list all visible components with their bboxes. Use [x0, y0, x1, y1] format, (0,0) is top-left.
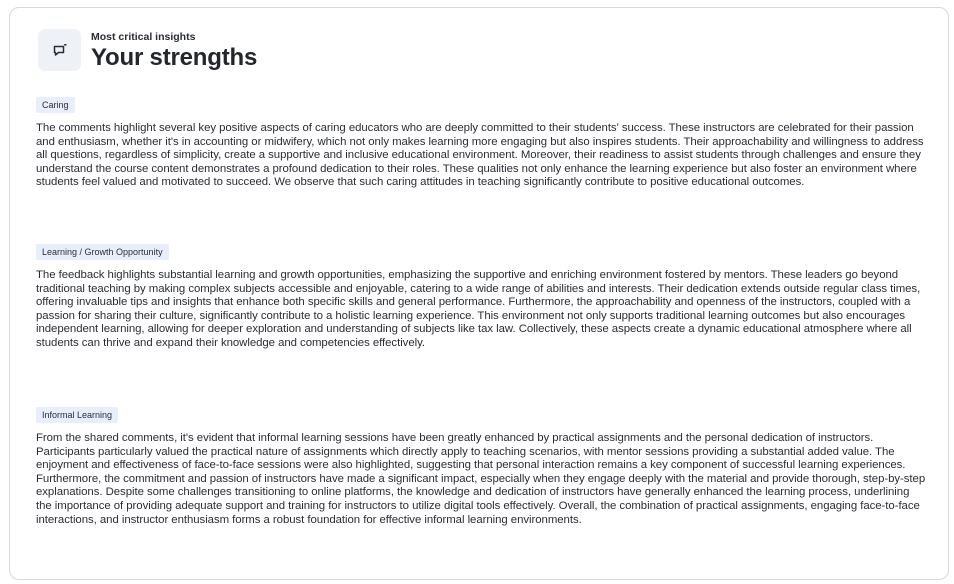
- section-tag: Informal Learning: [36, 407, 118, 423]
- comment-icon-container: [38, 29, 81, 71]
- insights-card: [9, 7, 949, 580]
- insight-section-growth: [36, 242, 926, 351]
- card-header: [38, 29, 257, 72]
- section-text: From the shared comments, it's evident that informal learning sessions have been greatly enhanced by practical assignments and the personal dedication of instructors. Participants particularly valued the practical nature of assignments which directly apply to teaching scenarios, with mentor sessions providing a substantial added value. The enjoyment and effectiveness of face-to-face sessions were also highlighted, suggesting that personal interaction remains a key component of successful learning experiences. Furthermore, the commitment and passion of instructors have made a significant impact, especially when they engage deeply with the material and provide thorough, step-by-step explanations. Despite some challenges transitioning to online platforms, the knowledge and dedication of instructors have generally enhanced the learning process, underlining the importance of providing adequate support and training for instructors to utilize digital tools effectively. Overall, the combination of practical assignments, engaging face-to-face interactions, and instructor enthusiasm forms a robust foundation for effective informal learning environments.: [36, 432, 926, 526]
- section-tag: Learning / Growth Opportunity: [36, 244, 169, 260]
- comment-icon: [52, 43, 68, 57]
- eyebrow-label: Most critical insights: [91, 31, 196, 43]
- section-text: The comments highlight several key positive aspects of caring educators who are deeply committed to their students' success. These instructors are celebrated for their passion and enthusiasm, whether it's in accounting or midwifery, which not only makes learning more engaging but also inspires students. Their approachability and willingness to address all questions, regardless of simplicity, create a supportive and inclusive educational environment. Moreover, their readiness to assist students through challenges and ensure they understand the course content demonstrates a profound dedication to their roles. These qualities not only enhance the learning experience but also foster an environment where students feel valued and motivated to succeed. We observe that such caring attitudes in teaching significantly contribute to positive educational outcomes.: [36, 122, 924, 189]
- section-tag: Caring: [36, 97, 75, 113]
- insight-section-informal-learning: [36, 405, 926, 527]
- section-text: The feedback highlights substantial learning and growth opportunities, emphasizing the supportive and enriching environment fostered by mentors. These leaders go beyond traditional teaching by making complex subjects accessible and enjoyable, catering to a wide range of abilities and interests. Their dedication extends outside regular class times, offering invaluable tips and insights that enhance both specific skills and general performance. Furthermore, the approachability and openness of the instructors, coupled with a passion for sharing their culture, significantly contribute to a holistic learning experience. This environment not only supports traditional learning outcomes but also encourages independent learning, allowing for deeper exploration and understanding of subjects like tax law. Collectively, these aspects create a dynamic educational atmosphere where all students can thrive and expand their knowledge and competencies effectively.: [36, 269, 921, 349]
- header-titles: [91, 30, 257, 72]
- card-title: Your strengths: [91, 44, 258, 71]
- insight-section-caring: [36, 95, 926, 190]
